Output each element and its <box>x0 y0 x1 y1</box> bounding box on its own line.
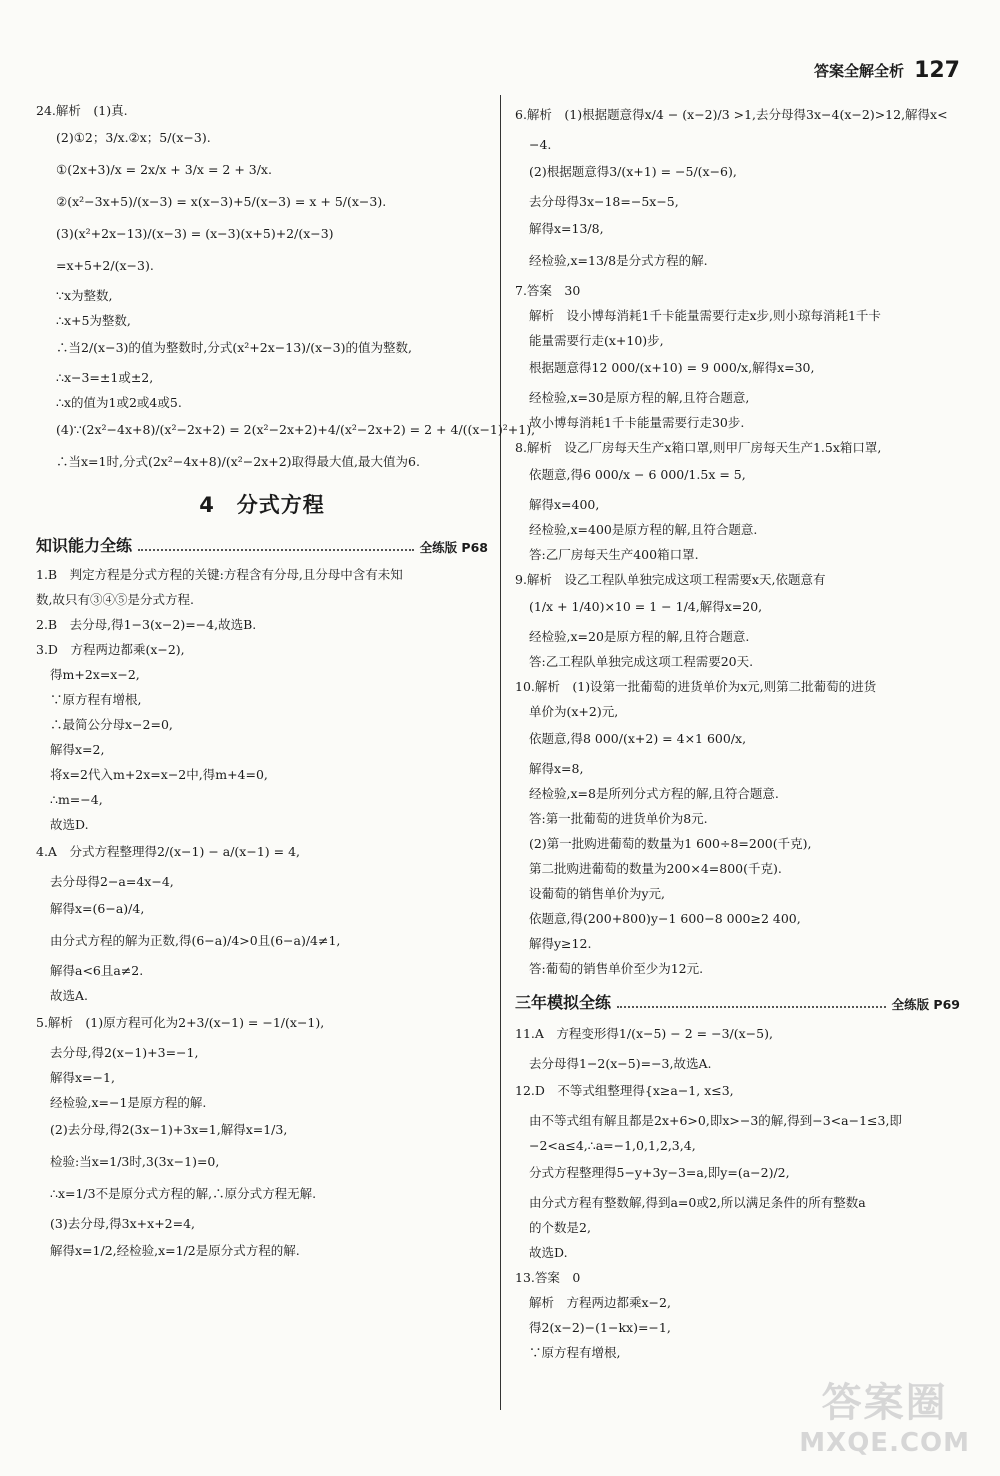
answer-line: 由分式方程的解为正数,得(6−a)/4>0且(6−a)/4≠1, <box>50 933 341 948</box>
answer-line: =x+5+2/(x−3). <box>56 258 154 273</box>
page-header <box>814 58 960 83</box>
answer-line: 答:第一批葡萄的进货单价为8元. <box>529 811 708 826</box>
answer-line: 检验:当x=1/3时,3(3x−1)=0, <box>50 1154 220 1169</box>
answer-line: 单价为(x+2)元, <box>529 704 619 719</box>
answer-line: (2)去分母,得2(3x−1)+3x=1,解得x=1/3, <box>50 1122 288 1137</box>
answer-line: (2)根据题意得3/(x+1) = −5/(x−6), <box>529 164 737 179</box>
answer-line: (3)去分母,得3x+x+2=4, <box>50 1216 196 1231</box>
answer-line: 故选A. <box>50 988 89 1003</box>
section-title: 4 分式方程 <box>199 493 325 517</box>
answer-line: 解得x=8, <box>529 761 584 776</box>
answer-line: 解得y≥12. <box>529 936 592 951</box>
answer-line: 故选D. <box>50 817 89 832</box>
answer-line: 3.D 方程两边都乘(x−2), <box>36 642 185 657</box>
watermark-url: MXQE.COM <box>799 1428 970 1458</box>
answer-line: ∴x−3=±1或±2, <box>56 370 154 385</box>
answer-line: ②(x²−3x+5)/(x−3) = x(x−3)+5/(x−3) = x + 5/(x−3). <box>56 194 387 209</box>
answer-line: 得2(x−2)−(1−kx)=−1, <box>529 1320 671 1335</box>
answer-line: (2)第一批购进葡萄的数量为1 600÷8=200(千克), <box>529 836 812 851</box>
answer-5 <box>36 1010 488 1264</box>
answer-line: 得m+2x=x−2, <box>50 667 140 682</box>
answer-line: 4.A 分式方程整理得2/(x−1) − a/(x−1) = 4, <box>36 844 301 859</box>
answer-line: 去分母得1−2(x−5)=−3,故选A. <box>529 1056 712 1071</box>
answer-line: 解析 方程两边都乘x−2, <box>529 1295 671 1310</box>
answer-9 <box>515 569 960 673</box>
answer-line: 答:乙厂房每天生产400箱口罩. <box>529 547 699 562</box>
answer-1 <box>36 564 488 611</box>
answer-line: 依题意,得8 000/(x+2) = 4×1 600/x, <box>529 731 747 746</box>
answer-line: 经检验,x=20是原方程的解,且符合题意. <box>529 629 750 644</box>
answer-line: 答:乙工程队单独完成这项工程需要20天. <box>529 654 754 669</box>
answer-line: 根据题意得12 000/(x+10) = 9 000/x,解得x=30, <box>529 360 815 375</box>
answer-line: 13.答案 0 <box>515 1270 581 1285</box>
answer-line: (2)①2；3/x.②x；5/(x−3). <box>56 130 211 145</box>
band-title: 三年模拟全练 <box>515 993 612 1012</box>
answer-line: 依题意,得(200+800)y−1 600−8 000≥2 400, <box>529 911 801 926</box>
answer-line: 分式方程整理得5−y+3y−3=a,即y=(a−2)/2, <box>529 1165 790 1180</box>
answer-line: 1.B 判定方程是分式方程的关键:方程含有分母,且分母中含有未知 <box>36 567 403 582</box>
answer-line: 24.解析 (1)真. <box>36 103 128 118</box>
answer-line: 依题意,得6 000/x − 6 000/1.5x = 5, <box>529 467 746 482</box>
left-column <box>36 100 536 1270</box>
answer-line: 解得a<6且a≠2. <box>50 963 144 978</box>
answer-11 <box>515 1021 960 1075</box>
answer-line: 8.解析 设乙厂房每天生产x箱口罩,则甲厂房每天生产1.5x箱口罩, <box>515 440 882 455</box>
column-divider <box>500 95 501 1410</box>
answer-line: 解析 设小博每消耗1千卡能量需要行走x步,则小琼每消耗1千卡 <box>529 308 881 323</box>
watermark <box>799 1371 970 1458</box>
band-leader-dots <box>138 549 414 551</box>
page-number: 127 <box>914 58 960 83</box>
answer-7 <box>515 280 960 434</box>
answer-13 <box>515 1267 960 1364</box>
answer-line: ∴x的值为1或2或4或5. <box>56 395 182 410</box>
band-page-ref: 全练版 P68 <box>419 540 488 555</box>
answer-line: 能量需要行走(x+10)步, <box>529 333 664 348</box>
answer-line: 故小博每消耗1千卡能量需要行走30步. <box>529 415 745 430</box>
answer-line: ∴m=−4, <box>50 792 103 807</box>
right-column <box>515 100 960 1367</box>
watermark-logo: 答案圈 <box>821 1380 948 1426</box>
answer-line: 去分母得3x−18=−5x−5, <box>529 194 679 209</box>
answer-line: ∴x+5为整数, <box>56 313 131 328</box>
header-title: 答案全解全析 <box>814 62 905 80</box>
answer-line: 经检验,x=8是所列分式方程的解,且符合题意. <box>529 786 779 801</box>
answer-12 <box>515 1078 960 1264</box>
answer-line: ∴当2/(x−3)的值为整数时,分式(x²+2x−13)/(x−3)的值为整数, <box>56 340 412 355</box>
answer-line: 去分母,得2(x−1)+3=−1, <box>50 1045 199 1060</box>
answer-line: 12.D 不等式组整理得{x≥a−1, x≤3, <box>515 1083 734 1098</box>
answer-4 <box>36 839 488 1007</box>
answer-line: 解得x=400, <box>529 497 600 512</box>
answer-line: 9.解析 设乙工程队单独完成这项工程需要x天,依题意有 <box>515 572 826 587</box>
answer-line: (4)∵(2x²−4x+8)/(x²−2x+2) = 2(x²−2x+2)+4/(x²−2x+2) = 2 + 4/((x−1)²+1), <box>56 422 536 437</box>
exercise-band-three-year <box>515 990 960 1013</box>
answer-line: 11.A 方程变形得1/(x−5) − 2 = −3/(x−5), <box>515 1026 773 1041</box>
answer-line: 经检验,x=30是原方程的解,且符合题意, <box>529 390 750 405</box>
answer-line: 10.解析 (1)设第一批葡萄的进货单价为x元,则第二批葡萄的进货 <box>515 679 877 694</box>
band-page-ref: 全练版 P69 <box>891 997 960 1012</box>
answer-line: ∴x=1/3不是原分式方程的解,∴原分式方程无解. <box>50 1186 317 1201</box>
answer-line: 经检验,x=13/8是分式方程的解. <box>529 253 708 268</box>
answer-line: (3)(x²+2x−13)/(x−3) = (x−3)(x+5)+2/(x−3) <box>56 226 334 241</box>
answer-line: 数,故只有③④⑤是分式方程. <box>36 592 194 607</box>
answer-line: 解得x=(6−a)/4, <box>50 901 145 916</box>
answer-line: 由分式方程有整数解,得到a=0或2,所以满足条件的所有整数a <box>529 1195 866 1210</box>
answer-line: 经检验,x=−1是原方程的解. <box>50 1095 207 1110</box>
answer-line: 经检验,x=400是原方程的解,且符合题意. <box>529 522 758 537</box>
answer-8 <box>515 437 960 566</box>
band-title: 知识能力全练 <box>36 536 133 555</box>
answer-10 <box>515 676 960 980</box>
answer-line: 第二批购进葡萄的数量为200×4=800(千克). <box>529 861 782 876</box>
answer-line: 由不等式组有解且都是2x+6>0,即x>−3的解,得到−3<a−1≤3,即 <box>529 1113 902 1128</box>
band-leader-dots <box>617 1006 886 1008</box>
answer-line: 解得x=−1, <box>50 1070 115 1085</box>
answer-line: ∵x为整数, <box>56 288 113 303</box>
answer-line: ∵原方程有增根, <box>50 692 142 707</box>
answer-line: 解得x=2, <box>50 742 105 757</box>
answer-3 <box>36 639 488 836</box>
answer-line: ∴当x=1时,分式(2x²−4x+8)/(x²−2x+2)取得最大值,最大值为6. <box>56 454 420 469</box>
answer-line: ∵原方程有增根, <box>529 1345 621 1360</box>
answer-line: 故选D. <box>529 1245 568 1260</box>
answer-line: 设葡萄的销售单价为y元, <box>529 886 666 901</box>
answer-line: 6.解析 (1)根据题意得x/4 − (x−2)/3 >1,去分母得3x−4(x−2)>12,解得x< <box>515 107 948 122</box>
answer-6 <box>515 102 960 274</box>
answer-line: −4. <box>529 137 552 152</box>
answer-line: 去分母得2−a=4x−4, <box>50 874 174 889</box>
answer-line: 解得x=13/8, <box>529 221 604 236</box>
answer-line: 7.答案 30 <box>515 283 581 298</box>
answer-line: −2<a≤4,∴a=−1,0,1,2,3,4, <box>529 1138 696 1153</box>
answer-24 <box>36 100 536 475</box>
answer-line: 将x=2代入m+2x=x−2中,得m+4=0, <box>50 767 268 782</box>
answer-2 <box>36 614 488 636</box>
answer-line: 2.B 去分母,得1−3(x−2)=−4,故选B. <box>36 617 257 632</box>
answer-line: 5.解析 (1)原方程可化为2+3/(x−1) = −1/(x−1), <box>36 1015 325 1030</box>
answer-line: ①(2x+3)/x = 2x/x + 3/x = 2 + 3/x. <box>56 162 272 177</box>
exercise-band-knowledge <box>36 533 488 556</box>
answer-line: 答:葡萄的销售单价至少为12元. <box>529 961 704 976</box>
answer-line: (1/x + 1/40)×10 = 1 − 1/4,解得x=20, <box>529 599 763 614</box>
answer-line: 的个数是2, <box>529 1220 591 1235</box>
answer-line: ∴最简公分母x−2=0, <box>50 717 173 732</box>
answer-line: 解得x=1/2,经检验,x=1/2是原分式方程的解. <box>50 1243 300 1258</box>
